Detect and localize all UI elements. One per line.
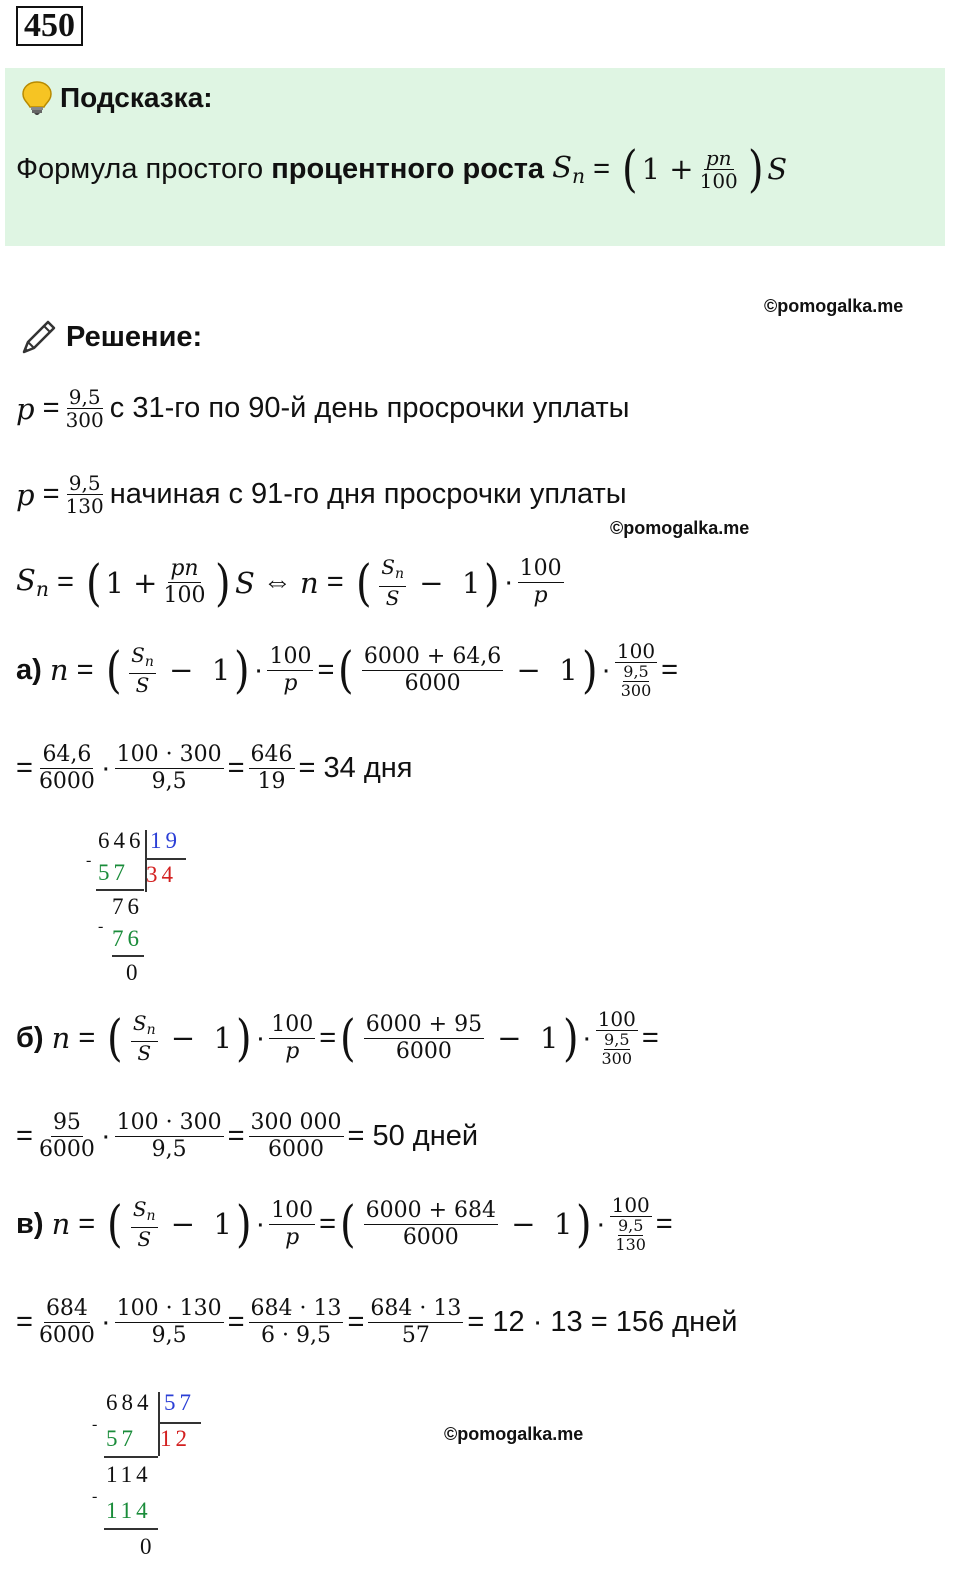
long-division-a: 646 19 - 57 34 76 - 76 0 bbox=[84, 828, 204, 988]
p-line-2: p = $\frac{9,5}{130}$ начиная с 91-го дня просрочки уплаты bbox=[16, 471, 627, 518]
hint-title bbox=[20, 80, 213, 116]
watermark: ©pomogalka.me bbox=[764, 296, 904, 316]
part-b-label: б) bbox=[16, 1021, 44, 1054]
hint-text-prefix: Формула простого bbox=[16, 152, 264, 185]
part-b-line-1: б) n = ( $\frac{S_n}{S}$ − 1 ) · $\frac{100}{p}$ = ( $\frac{6000 + 95}{6000}$ − 1 ) · 100 9,5 300 = bbox=[16, 1007, 659, 1068]
solution-title: Решение: bbox=[66, 320, 203, 353]
hint-formula: Формула простого процентного роста $S_n$ = ( 1 + $\frac{pn}{100}$ ) S bbox=[16, 140, 788, 198]
solution-header bbox=[18, 316, 202, 358]
pencil-icon bbox=[18, 316, 60, 358]
watermark: ©pomogalka.me bbox=[444, 1424, 584, 1444]
part-b-line-2: = $\frac{95}{6000}$ · $\frac{100 \cdot 300}{9,5}$ = $\frac{300 000}{6000}$ = 50 дней bbox=[16, 1110, 479, 1162]
part-b-result: = 50 дней bbox=[347, 1120, 479, 1152]
part-a-label: а) bbox=[16, 653, 42, 686]
part-c-line-1: в) n = ( $\frac{S_n}{S}$ − 1 ) · $\frac{100}{p}$ = ( $\frac{6000 + 684}{6000}$ − 1 ) · 100 9,5 130 = bbox=[16, 1193, 673, 1254]
p2-text: начиная с 91-го дня просрочки уплаты bbox=[109, 478, 627, 510]
part-c-result: = 12 · 13 = 156 дней bbox=[467, 1306, 738, 1338]
watermark: ©pomogalka.me bbox=[610, 518, 750, 538]
hint-title-text: Подсказка: bbox=[60, 82, 213, 113]
p-line-1: p = $\frac{9,5}{300}$ с 31-го по 90-й день просрочки уплаты bbox=[16, 385, 630, 432]
part-a-line-2: = $\frac{64,6}{6000}$ · $\frac{100 \cdot 300}{9,5}$ = $\frac{646}{19}$ = 34 дня bbox=[16, 742, 413, 794]
task-number: 450 bbox=[16, 6, 83, 46]
p1-text: с 31-го по 90-й день просрочки уплаты bbox=[109, 392, 630, 424]
part-a-line-1: а) n = ( $\frac{S_n}{S}$ − 1 ) · $\frac{100}{p}$ = ( $\frac{6000 + 64,6}{6000}$ − 1 ) · 100 9,5 300 = bbox=[16, 639, 679, 700]
lightbulb-icon bbox=[20, 80, 54, 116]
part-c-label: в) bbox=[16, 1207, 44, 1240]
long-division-c: 684 57 - 57 12 114 - 114 0 bbox=[90, 1390, 220, 1570]
part-c-line-2: = $\frac{684}{6000}$ · $\frac{100 \cdot 130}{9,5}$ = $\frac{684 \cdot 13}{6 \cdot 9,5}$ = $\frac{684 \cdot 13}{57}$ = 12 · 13 = 156 дней bbox=[16, 1296, 738, 1348]
part-a-result: = 34 дня bbox=[298, 752, 413, 784]
general-formula: $S_n$ = ( 1 + $\frac{pn}{100}$ ) S ⇔ n = ( $\frac{S_n}{S}$ − 1 ) · $\frac{100}{p}$ bbox=[16, 553, 562, 612]
hint-text-bold: процентного роста bbox=[271, 152, 545, 185]
